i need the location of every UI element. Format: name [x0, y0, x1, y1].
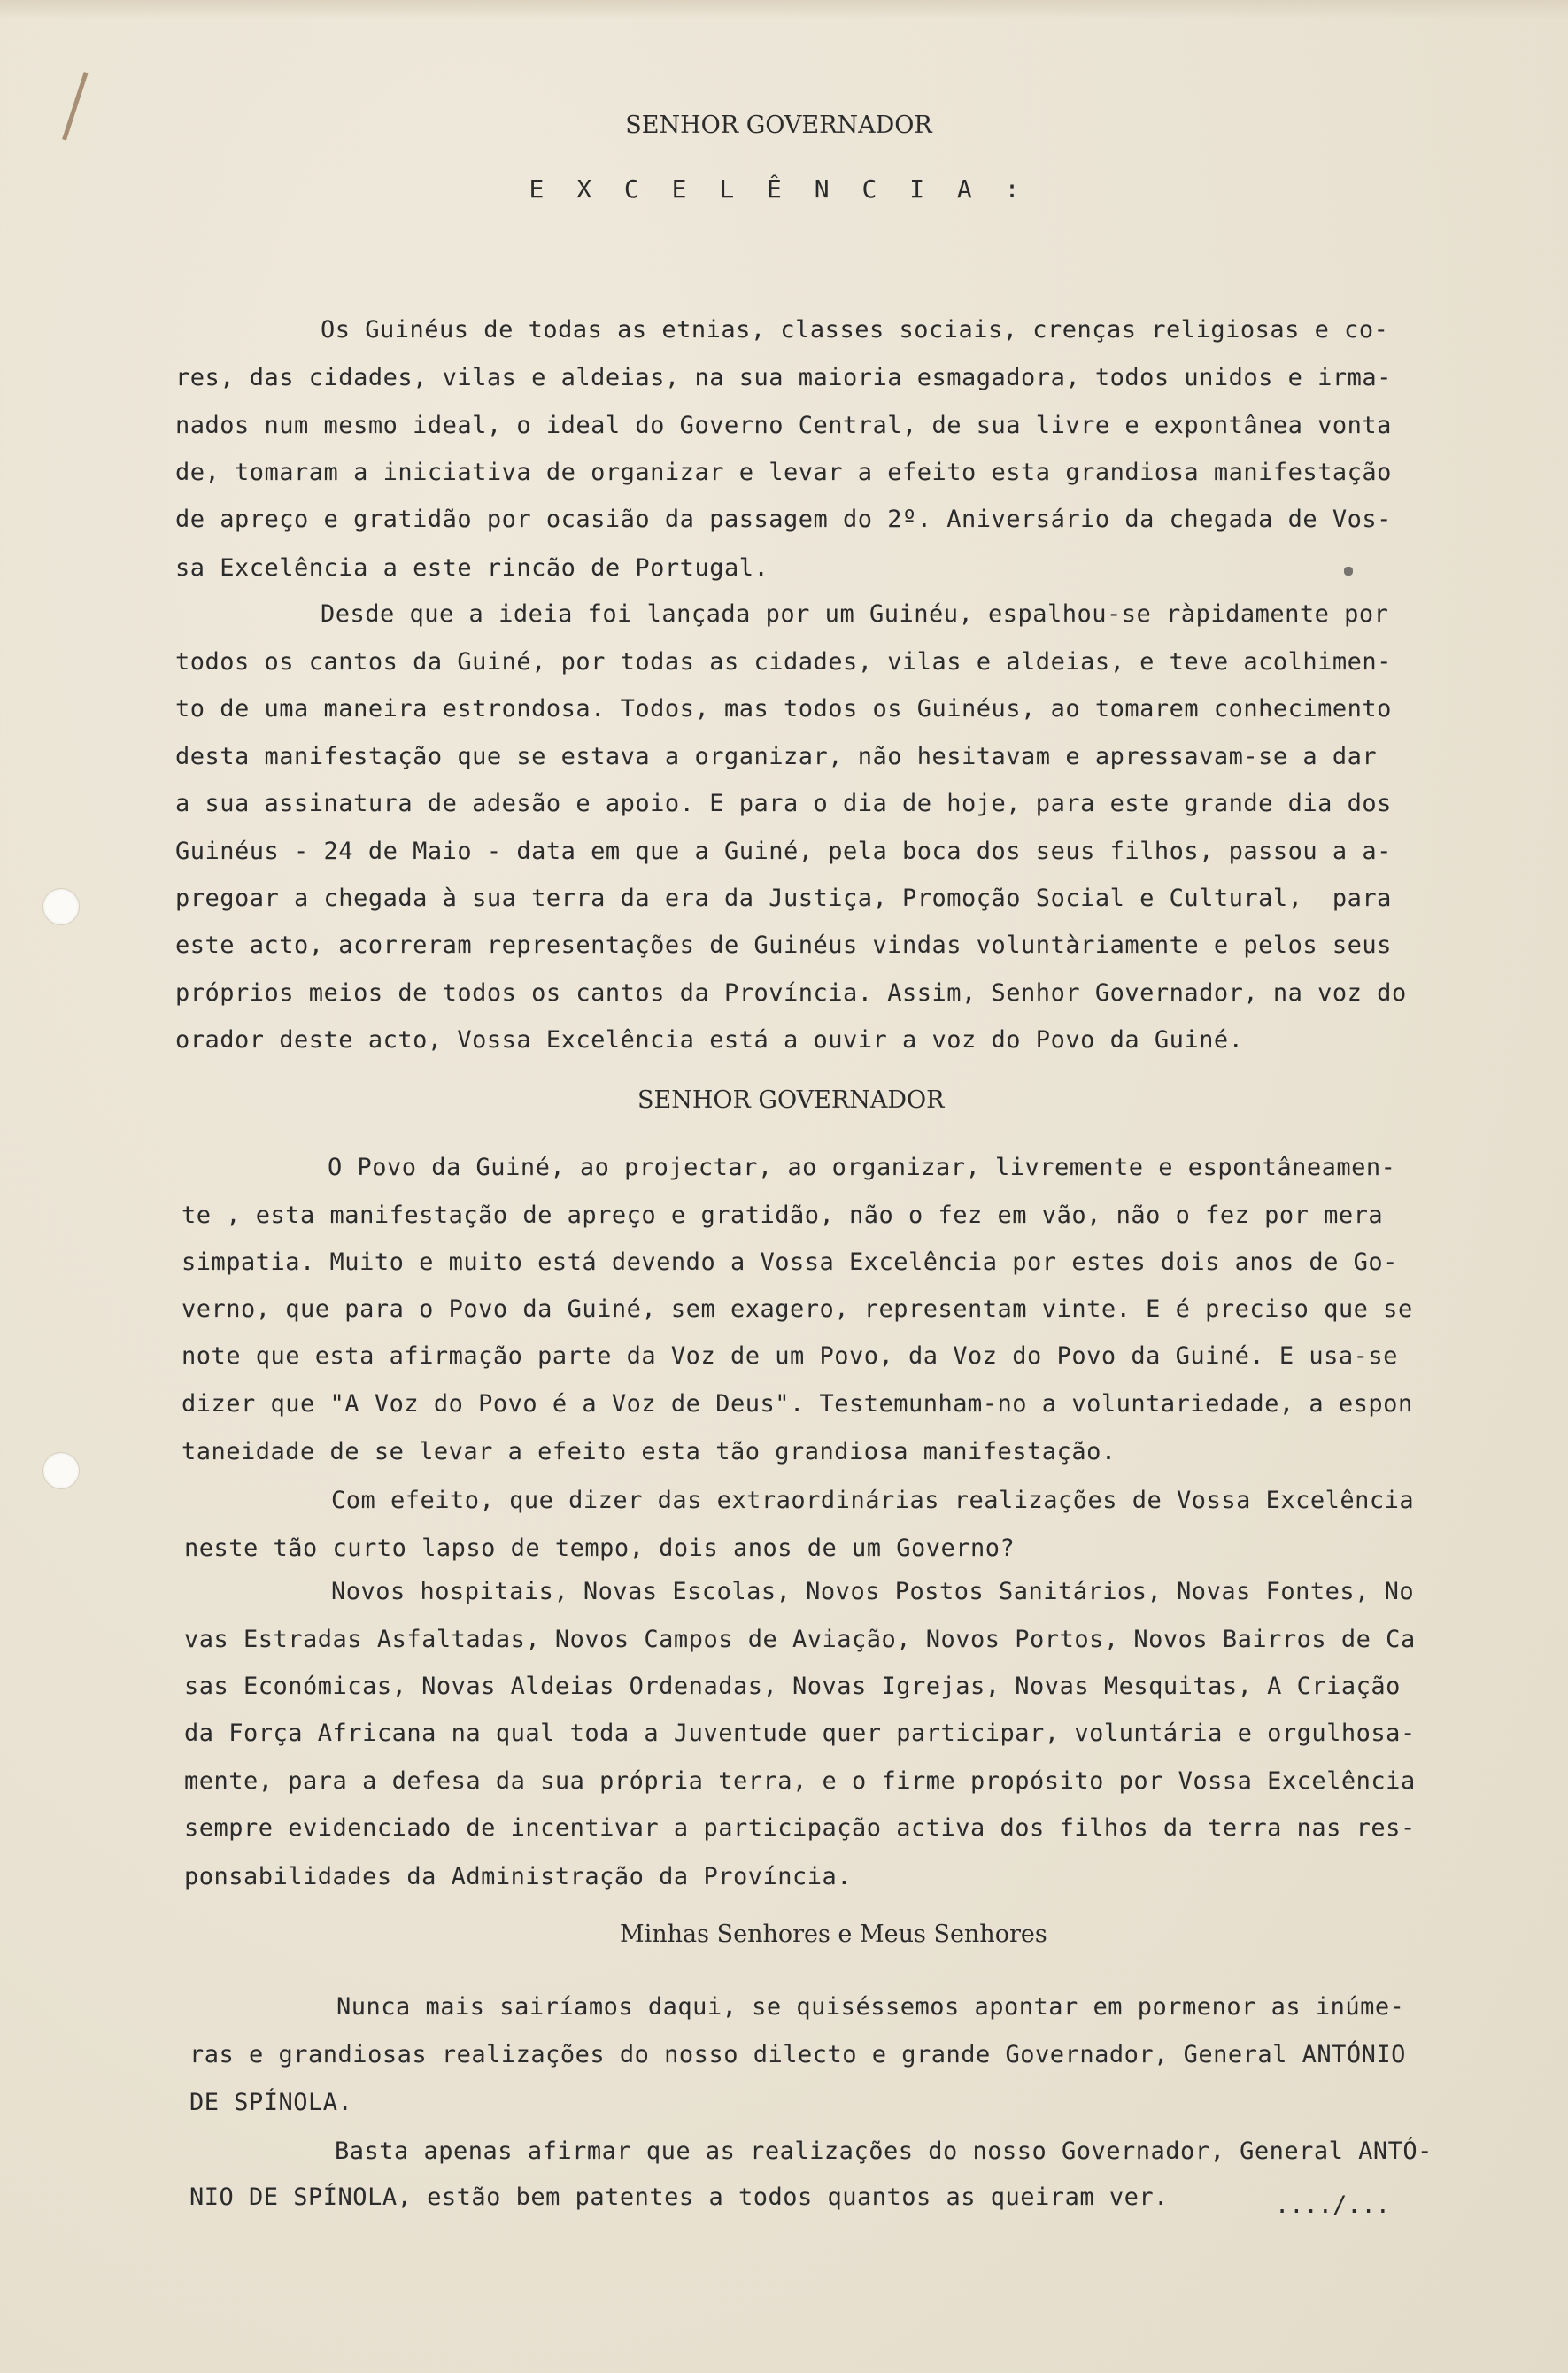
text-line: Basta apenas afirmar que as realizações do nosso Governador, General ANTÓ-	[335, 2137, 1433, 2165]
text-line: te , esta manifestação de apreço e gratidão, não o fez em vão, não o fez por mera	[182, 1202, 1384, 1229]
text-line: Guinéus - 24 de Maio - data em que a Guiné, pela boca dos seus filhos, passou a a-	[175, 838, 1392, 865]
page-title: SENHOR GOVERNADOR	[625, 112, 932, 139]
text-line: desta manifestação que se estava a organizar, não hesitavam e apressavam-se a dar	[175, 743, 1378, 770]
text-line: res, das cidades, vilas e aldeias, na sua maioria esmagadora, todos unidos e irma-	[175, 364, 1392, 391]
text-line: vas Estradas Asfaltadas, Novos Campos de Aviação, Novos Portos, Novos Bairros de Ca	[184, 1626, 1416, 1653]
paper-edge	[0, 0, 1568, 19]
text-line: Nunca mais sairíamos daqui, se quiséssemos apontar em pormenor as inúme-	[336, 1993, 1405, 2021]
text-line: neste tão curto lapso de tempo, dois anos de um Governo?	[184, 1534, 1016, 1562]
text-line: todos os cantos da Guiné, por todas as cidades, vilas e aldeias, e teve acolhimen-	[175, 648, 1392, 676]
text-line: Com efeito, que dizer das extraordinárias realizações de Vossa Excelência	[331, 1487, 1415, 1514]
text-line: DE SPÍNOLA.	[189, 2089, 353, 2116]
text-line: a sua assinatura de adesão e apoio. E para o dia de hoje, para este grande dia dos	[175, 790, 1392, 817]
text-line: próprios meios de todos os cantos da Província. Assim, Senhor Governador, na voz do	[175, 979, 1407, 1007]
section-heading: Minhas Senhores e Meus Senhores	[620, 1921, 1047, 1948]
text-line: nados num mesmo ideal, o ideal do Governo Central, de sua livre e expontânea vonta	[175, 412, 1392, 439]
text-line: Os Guinéus de todas as etnias, classes sociais, crenças religiosas e co-	[321, 316, 1389, 344]
text-line: NIO DE SPÍNOLA, estão bem patentes a todos quantos as queiram ver.	[189, 2184, 1169, 2211]
text-line: to de uma maneira estrondosa. Todos, mas todos os Guinéus, ao tomarem conhecimento	[175, 695, 1392, 723]
text-line: sas Económicas, Novas Aldeias Ordenadas, Novas Igrejas, Novas Mesquitas, A Criação	[184, 1673, 1401, 1700]
text-line: Novos hospitais, Novas Escolas, Novos Postos Sanitários, Novas Fontes, No	[331, 1578, 1415, 1605]
text-line: sa Excelência a este rincão de Portugal.	[175, 554, 769, 582]
text-line: verno, que para o Povo da Guiné, sem exagero, representam vinte. E é preciso que se	[182, 1295, 1413, 1323]
text-line: simpatia. Muito e muito está devendo a Vossa Excelência por estes dois anos de Go-	[182, 1248, 1398, 1276]
text-line: ras e grandiosas realizações do nosso dilecto e grande Governador, General ANTÓNIO	[189, 2041, 1406, 2068]
text-line: de, tomaram a iniciativa de organizar e levar a efeito esta grandiosa manifestação	[175, 459, 1392, 486]
text-line: mente, para a defesa da sua própria terra, e o firme propósito por Vossa Excelência	[184, 1767, 1416, 1795]
section-heading: SENHOR GOVERNADOR	[637, 1086, 945, 1114]
text-line: este acto, acorreram representações de Guinéus vindas voluntàriamente e pelos seus	[175, 931, 1392, 959]
text-line: da Força Africana na qual toda a Juventude quer participar, voluntária e orgulhosa-	[184, 1720, 1416, 1747]
text-line: dizer que "A Voz do Povo é a Voz de Deus". Testemunham-no a voluntariedade, a espon	[182, 1390, 1413, 1418]
text-line: taneidade de se levar a efeito esta tão grandiosa manifestação.	[182, 1438, 1116, 1465]
text-line: orador deste acto, Vossa Excelência está a ouvir a voz do Povo da Guiné.	[175, 1026, 1244, 1054]
punch-hole	[42, 888, 80, 925]
text-line: sempre evidenciado de incentivar a participação activa dos filhos da terra nas res-	[184, 1814, 1416, 1842]
text-line: pregoar a chegada à sua terra da era da Justiça, Promoção Social e Cultural, para	[175, 885, 1392, 912]
text-line: Desde que a ideia foi lançada por um Guinéu, espalhou-se ràpidamente por	[321, 600, 1389, 628]
text-line: de apreço e gratidão por ocasião da passagem do 2º. Aniversário da chegada de Vos-	[175, 506, 1392, 533]
text-line: ponsabilidades da Administração da Província.	[184, 1863, 852, 1890]
text-line: note que esta afirmação parte da Voz de um Povo, da Voz do Povo da Guiné. E usa-se	[182, 1342, 1398, 1370]
text-line: O Povo da Guiné, ao projectar, ao organizar, livremente e espontâneamen-	[328, 1154, 1396, 1181]
punch-hole	[42, 1452, 80, 1489]
continuation-mark: ..../...	[1275, 2191, 1391, 2219]
salutation: E X C E L Ê N C I A :	[529, 174, 1029, 204]
